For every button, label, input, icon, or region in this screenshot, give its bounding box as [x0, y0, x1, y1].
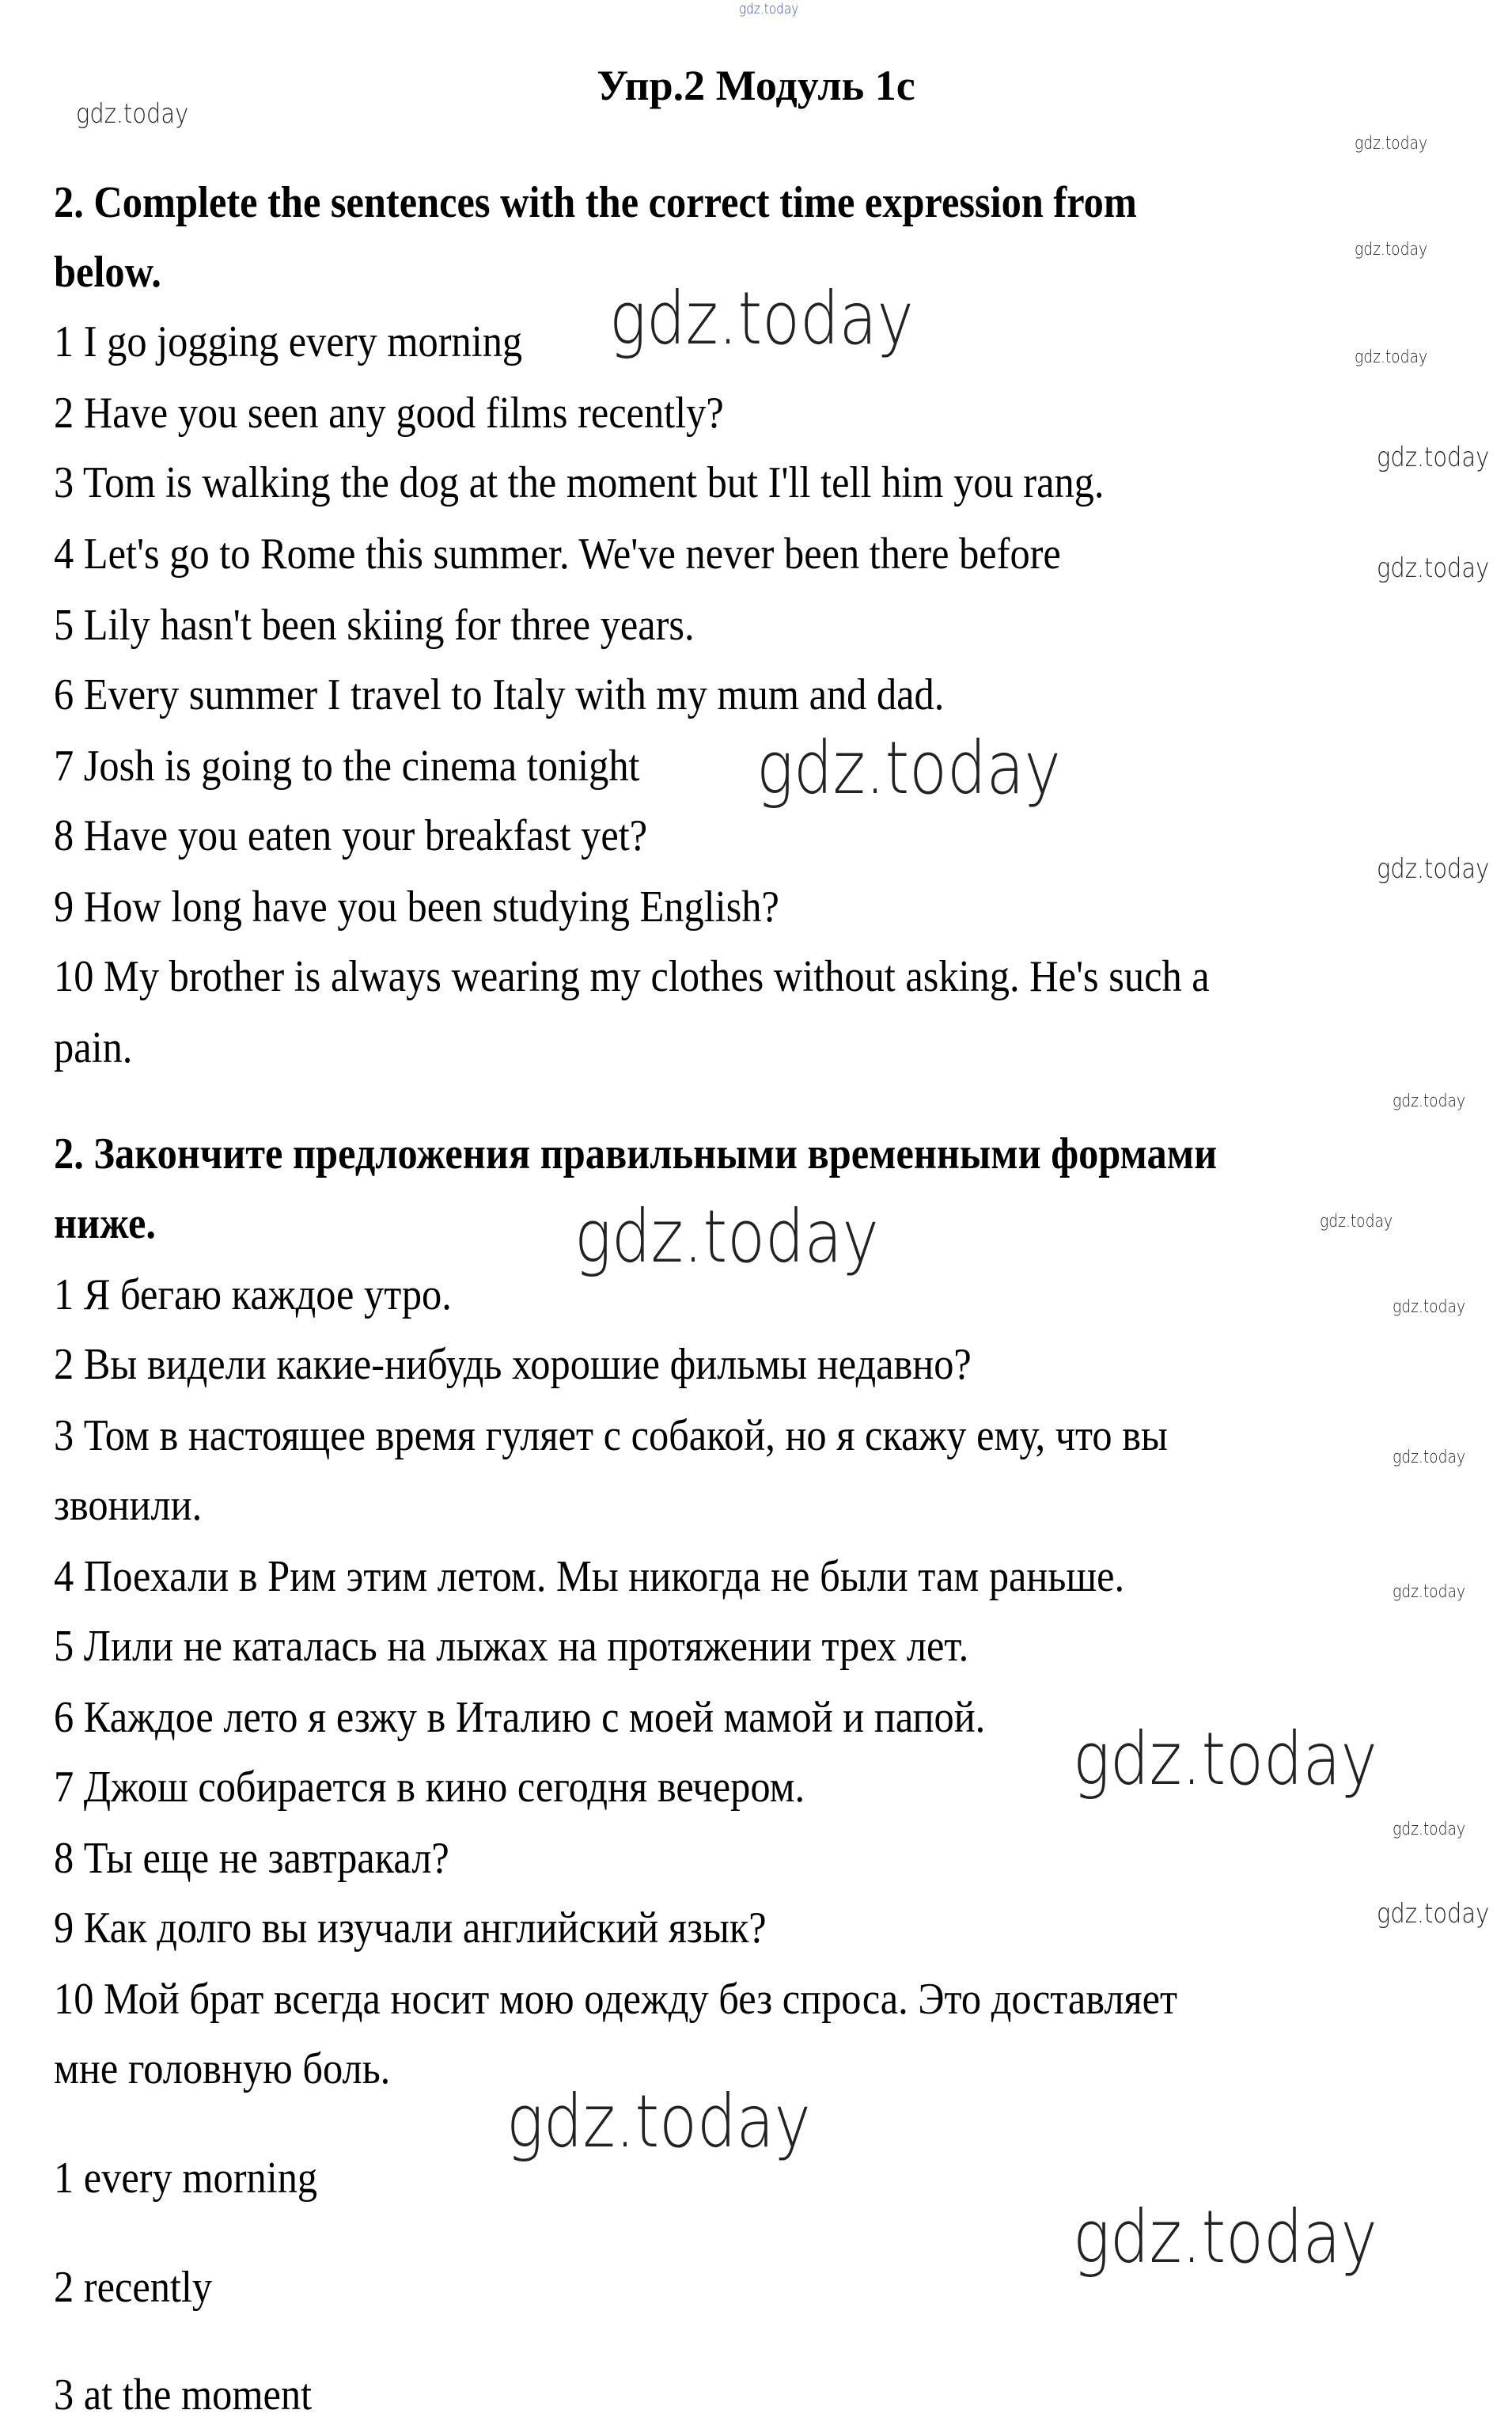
sentence: 9 Как долго вы изучали английский язык? [54, 1903, 767, 1953]
english-heading: below. [54, 248, 161, 297]
watermark: gdz.today [1377, 442, 1490, 473]
watermark: gdz.today [1393, 1582, 1466, 1602]
russian-heading: ниже. [54, 1199, 156, 1248]
answer: 2 recently [54, 2263, 213, 2312]
sentence: 1 I go jogging every morning [54, 317, 523, 366]
sentence: 4 Let's go to Rome this summer. We've never been there before [54, 529, 1061, 579]
sentence: 7 Джош собирается в кино сегодня вечером. [54, 1763, 805, 1812]
sentence: 5 Лили не каталась на лыжах на протяжении трех лет. [54, 1622, 969, 1671]
sentence: мне головную боль. [54, 2044, 391, 2093]
page-title: Упр.2 Модуль 1с [597, 62, 915, 109]
watermark-large: gdz.today [609, 276, 914, 361]
sentence: 6 Каждое лето я езжу в Италию с моей мамой и папой. [54, 1693, 986, 1742]
sentence: звонили. [54, 1481, 203, 1530]
sentence: 9 How long have you been studying English? [54, 882, 779, 932]
answer: 3 at the moment [54, 2370, 313, 2420]
sentence: 6 Every summer I travel to Italy with my mum and dad. [54, 670, 945, 719]
watermark-large: gdz.today [506, 2079, 811, 2164]
sentence: 5 Lily hasn't been skiing for three years. [54, 601, 695, 650]
sentence: 4 Поехали в Рим этим летом. Мы никогда не были там раньше. [54, 1552, 1125, 1601]
watermark: gdz.today [1393, 1820, 1466, 1839]
watermark: gdz.today [1393, 1448, 1466, 1467]
sentence: 2 Have you seen any good films recently? [54, 389, 724, 438]
answer: 1 every morning [54, 2154, 318, 2203]
watermark-large: gdz.today [574, 1194, 879, 1279]
watermark-large: gdz.today [756, 726, 1061, 810]
sentence: 7 Josh is going to the cinema tonight [54, 742, 640, 791]
sentence: 3 Том в настоящее время гуляет с собакой, но я скажу ему, что вы [54, 1411, 1168, 1460]
watermark: gdz.today [1355, 134, 1428, 154]
sentence: 8 Ты еще не завтракал? [54, 1834, 449, 1883]
sentence: 10 Мой брат всегда носит мою одежду без спроса. Это доставляет [54, 1975, 1178, 2024]
sentence: pain. [54, 1023, 133, 1072]
watermark: gdz.today [1377, 1898, 1490, 1930]
sentence: 8 Have you eaten your breakfast yet? [54, 811, 648, 860]
russian-heading: 2. Закончите предложения правильными временными формами [54, 1129, 1218, 1178]
watermark: gdz.today [76, 98, 189, 130]
watermark-large: gdz.today [1073, 1717, 1377, 1801]
sentence: 1 Я бегаю каждое утро. [54, 1270, 452, 1319]
watermark: gdz.today [1355, 347, 1428, 367]
watermark: gdz.today [1393, 1297, 1466, 1317]
watermark-large: gdz.today [1073, 2195, 1377, 2279]
watermark: gdz.today [739, 1, 799, 17]
watermark: gdz.today [1355, 240, 1428, 260]
watermark: gdz.today [1377, 853, 1490, 885]
watermark: gdz.today [1320, 1212, 1393, 1232]
watermark: gdz.today [1377, 552, 1490, 584]
sentence: 2 Вы видели какие-нибудь хорошие фильмы недавно? [54, 1340, 972, 1389]
watermark: gdz.today [1393, 1091, 1466, 1111]
sentence: 10 My brother is always wearing my clothes without asking. He's such a [54, 952, 1210, 1001]
sentence: 3 Tom is walking the dog at the moment but I'll tell him you rang. [54, 458, 1105, 507]
english-heading: 2. Complete the sentences with the correct time expression from [54, 178, 1137, 227]
